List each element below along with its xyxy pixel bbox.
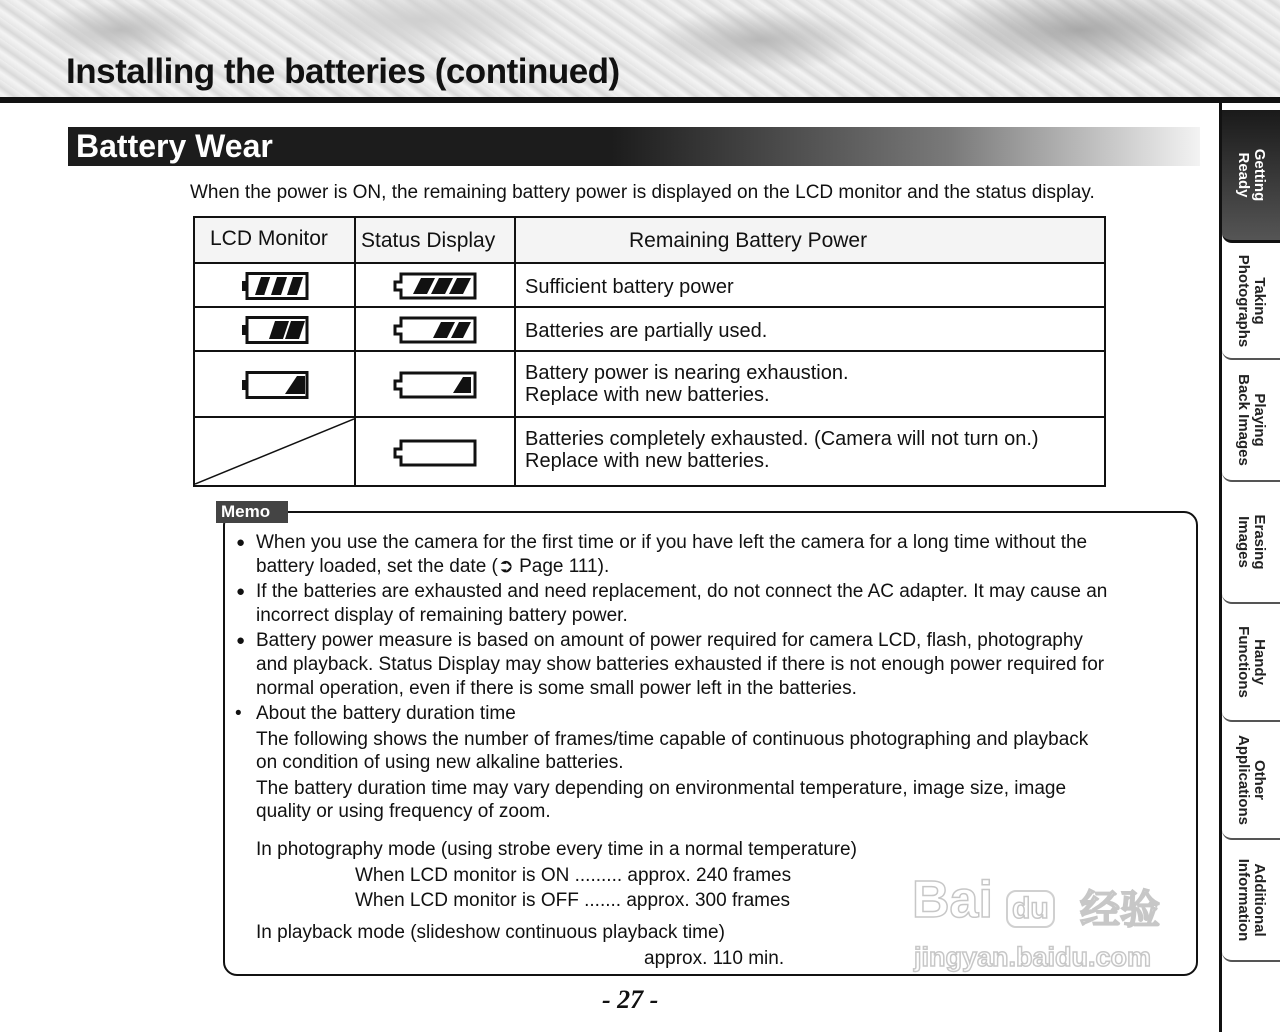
section-title: Battery Wear [76, 128, 273, 164]
tab-label-line2: Applications [1235, 734, 1252, 826]
bullet-icon: ● [236, 534, 246, 551]
memo-p1-line1: The following shows the number of frames/time capable of continuous photographing and playback [256, 729, 1089, 750]
memo-p1-line2: on condition of using new alkaline batteries. [256, 752, 624, 773]
memo-b1-line2: battery loaded, set the date (➲ Page 111). [256, 556, 610, 577]
tab-label-line2: Information [1235, 858, 1252, 942]
table-header-row [195, 216, 1104, 264]
memo-b2-line1: If the batteries are exhausted and need replacement, do not connect the AC adapter. It may cause an [256, 581, 1108, 602]
bullet-icon: ● [236, 583, 246, 600]
header-lcd: LCD Monitor [210, 227, 328, 250]
row-4-text-2: Replace with new batteries. [525, 450, 770, 472]
tab-handy-functions[interactable] [1222, 604, 1280, 722]
memo-b3-line1: Battery power measure is based on amount of power required for camera LCD, flash, photography [256, 630, 1083, 651]
watermark-url: jingyan.baidu.com [914, 942, 1152, 972]
table-row [195, 262, 1104, 308]
row-3-text-1: Battery power is nearing exhaustion. [525, 362, 849, 384]
header-cell-status [356, 218, 516, 264]
tab-taking-photographs[interactable] [1222, 243, 1280, 360]
memo-photo-mode: In photography mode (using strobe every time in a normal temperature) [256, 839, 857, 860]
memo-p2-line2: quality or using frequency of zoom. [256, 801, 551, 822]
memo-b1-line1: When you use the camera for the first time or if you have left the camera for a long time without the [256, 532, 1088, 553]
row-3-text-2: Replace with new batteries. [525, 384, 770, 406]
tab-label-line2: Back Images [1235, 374, 1252, 466]
empty-lcd-cell [195, 418, 356, 487]
memo-tag: Memo [216, 501, 288, 523]
section-bar [68, 127, 1200, 166]
tab-label-line1: Other [1251, 759, 1268, 801]
tab-label-line1: Playing [1251, 393, 1268, 447]
memo-lcd-off: When LCD monitor is OFF ....... approx. 300 frames [355, 890, 791, 911]
table-row [195, 350, 1104, 418]
bullet-icon: ● [236, 632, 246, 649]
tab-getting-ready[interactable] [1222, 110, 1280, 243]
header-cell-remaining [516, 218, 1104, 264]
memo-playback-mode: In playback mode (slideshow continuous playback time) [256, 922, 725, 943]
table-row [195, 416, 1104, 487]
tab-label-line1: Handy [1251, 639, 1268, 685]
header-remaining: Remaining Battery Power [629, 229, 868, 252]
battery-table [193, 216, 1106, 487]
battery-full-icon [195, 264, 354, 308]
tab-playing-back-images[interactable] [1222, 360, 1280, 482]
bullet-icon: • [235, 703, 242, 724]
page-title: Installing the batteries (continued) [66, 52, 620, 91]
tab-label-line1: Getting [1251, 148, 1268, 202]
tab-additional-information[interactable] [1222, 840, 1280, 962]
memo-playback-time: approx. 110 min. [644, 948, 785, 969]
header-rule [0, 97, 1280, 103]
tab-label-line2: Functions [1235, 626, 1252, 698]
memo-b4-title: About the battery duration time [256, 703, 516, 724]
watermark-cn: 经验 [1080, 888, 1160, 932]
tab-label-line2: Images [1235, 516, 1252, 568]
row-2-text: Batteries are partially used. [525, 320, 768, 342]
intro-text: When the power is ON, the remaining battery power is displayed on the LCD monitor and the status display. [190, 182, 1095, 203]
memo-b2-line2: incorrect display of remaining battery power. [256, 605, 628, 626]
tab-label-line1: Taking [1251, 276, 1268, 325]
baidu-watermark [910, 850, 1200, 980]
row-1-text: Sufficient battery power [525, 276, 734, 298]
row-4-text-1: Batteries completely exhausted. (Camera will not turn on.) [525, 428, 1039, 450]
page-number: - 27 - [602, 985, 659, 1014]
memo-b3-line2: and playback. Status Display may show batteries exhausted if there is not enough power required for [256, 654, 1105, 675]
memo-lcd-on: When LCD monitor is ON ......... approx. 240 frames [355, 865, 792, 886]
memo-b3-line3: normal operation, even if there is some small power left in the batteries. [256, 678, 857, 699]
table-row [195, 306, 1104, 352]
tab-label-line1: Erasing [1251, 514, 1268, 570]
header-status: Status Display [361, 229, 496, 252]
battery-status-low-icon [356, 352, 514, 418]
battery-partial-icon [195, 308, 354, 352]
tab-label-line2: Photographs [1235, 254, 1252, 347]
battery-status-full-icon [356, 264, 514, 308]
battery-status-partial-icon [356, 308, 514, 352]
header-cell-lcd [195, 218, 356, 264]
tab-erasing-images[interactable] [1222, 482, 1280, 604]
tab-label-line1: Additional [1251, 863, 1268, 937]
memo-p2-line1: The battery duration time may vary depending on environmental temperature, image size, image [256, 778, 1067, 799]
watermark-brand: Bai [912, 871, 993, 929]
diagonal-slash [195, 418, 354, 485]
watermark-brand2: du [1006, 890, 1055, 928]
battery-status-empty-icon [356, 418, 514, 487]
tab-other-applications[interactable] [1222, 722, 1280, 840]
battery-low-icon [195, 352, 354, 418]
tab-label-line2: Ready [1235, 152, 1252, 198]
